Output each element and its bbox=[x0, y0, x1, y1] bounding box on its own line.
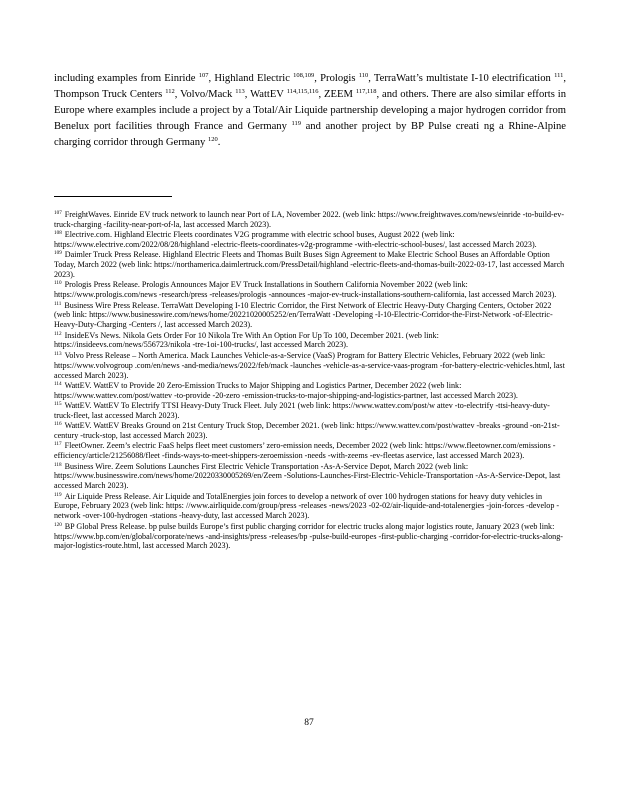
body-text-run: and another project by BP Pulse creati ng a Rhine-Alpine charging corridor through Germany bbox=[54, 121, 566, 149]
footnote-number: 110 bbox=[54, 280, 62, 287]
body-text-run: , Highland Electric bbox=[208, 72, 294, 84]
footnote-number: 107 bbox=[54, 210, 62, 216]
body-text-run: including examples from Einride bbox=[54, 72, 199, 84]
body-text-run: , WattEV bbox=[244, 88, 287, 100]
body-text-run: , Thompson Truck Centers bbox=[54, 72, 566, 100]
footnote-item bbox=[54, 280, 566, 300]
footnote-number: 109 bbox=[54, 250, 62, 257]
body-paragraph bbox=[54, 71, 566, 152]
footnote-ref: 117,118 bbox=[355, 87, 377, 95]
footnote-ref: 108,109 bbox=[293, 71, 315, 79]
footnote-text: WattEV. WattEV Breaks Ground on 21st Century Truck Stop, December 2021. (web link: https://www.wattev.com/post/wattev -breaks -ground -on-21st-century -truck-stop, last accessed March 2023). bbox=[54, 421, 560, 441]
footnote-ref: 107 bbox=[198, 71, 209, 79]
footnote-text: Business Wire. Zeem Solutions Launches First Electric Vehicle Transportation -As-A-Service Depot, March 2022 (web link: https://www.businesswire.com/news/home/20220330005269/en/Zeem -Solutions-Launches-First-Electric-Vehicle-Transportation -As-A-Service-Depot, last accessed March 2023). bbox=[54, 461, 561, 491]
footnote-item bbox=[54, 381, 566, 401]
footnote-text: Daimler Truck Press Release. Highland Electric Fleets and Thomas Built Buses Sign Agreement to Make Electric School Buses an Affordable Option Today, March 2022 (web link: https://northamerica.daimlertruck.com/PressDetail/highland -electric-fleets-and-thomas-built-2022-03-17, last accessed March 2023). bbox=[54, 250, 565, 280]
footnote-ref: 113 bbox=[235, 87, 245, 95]
body-text-run: , Volvo/Mack bbox=[174, 88, 236, 100]
footnote-item bbox=[54, 250, 566, 280]
footnote-text: Electrive.com. Highland Electric Fleets coordinates V2G programme with electric school buses, August 2022 (web link: https://www.electrive.com/2022/08/28/highland -electric-fleets-coordinates-v2g-programme -with-electric-school-buses/, last accessed March 2023). bbox=[54, 230, 537, 250]
footnote-number: 118 bbox=[54, 461, 62, 468]
footnote-number: 108 bbox=[54, 230, 62, 237]
footnote-text: Air Liquide Press Release. Air Liquide and TotalEnergies join forces to develop a network of over 100 hydrogen stations for heavy duty vehicles in Europe, February 2023 (web link: https: //www.airliquide.com/group/press -releases -news/2023 -02-02/air-liquide-and-totalenergies -join-forces -develop -network -over-100-hydrogen -stations -heavy-duty, last accessed March 2023). bbox=[54, 491, 560, 521]
footnote-number: 114 bbox=[54, 380, 62, 387]
footnote-text: WattEV. WattEV To Electrify TTSI Heavy-Duty Truck Fleet. July 2021 (web link: https://www.wattev.com/post/w attev -to-electrify -ttsi-heavy-duty-truck-fleet, last accessed March 2023). bbox=[54, 401, 550, 420]
footnote-text: WattEV. WattEV to Provide 20 Zero-Emission Trucks to Major Shipping and Logistics Partner, December 2022 (web link: https://www.wattev.com/post/wattev -to-provide -20-zero -emission-trucks-to-major-shipping-and-logistics-partner, last accessed March 2023). bbox=[54, 380, 518, 400]
footnote-item bbox=[54, 421, 566, 441]
footnote-text: FreightWaves. Einride EV truck network to launch near Port of LA, November 2022. (web link: https://www.freightwaves.com/news/einride -to-build-ev-truck-charging -facility-near-port-of-la, last accessed March 2023). bbox=[54, 210, 565, 229]
footnote-number: 113 bbox=[54, 350, 62, 357]
footnote-number: 120 bbox=[54, 521, 62, 528]
footnote-ref: 111 bbox=[554, 71, 564, 79]
footnote-ref: 112 bbox=[165, 87, 175, 95]
footnote-ref: 119 bbox=[291, 120, 301, 128]
footnote-item bbox=[54, 301, 566, 331]
footnote-item bbox=[54, 522, 566, 552]
page-number: 87 bbox=[304, 718, 314, 728]
footnote-text: BP Global Press Release. bp pulse builds Europe’s first public charging corridor for electric trucks along major logistics route, January 2023 (web link: https://www.bp.com/en/global/corporate/news -and-insights/press -releases/bp -pulse-build-europes -first-public-charging -corridor-for-electric-trucks-along-major-logistics-route.html, last accessed March 2023). bbox=[54, 521, 563, 551]
footnote-number: 112 bbox=[54, 330, 62, 337]
body-text-run: , and others. There are also similar efforts in Europe where examples include a project by a Total/Air Liquide partnership developing a major hydrogen corridor from Benelux port facilities through France and Germany bbox=[54, 88, 566, 133]
footnote-text: Prologis Press Release. Prologis Announces Major EV Truck Installations in Southern California November 2022 (web link: https://www.prologis.com/news -research/press -releases/prologis -announces -major-ev-truck-installations-southern-california, last accessed March 2023). bbox=[54, 280, 557, 300]
footnote-item bbox=[54, 351, 566, 381]
footnotes-list bbox=[54, 210, 566, 552]
footnote-number: 117 bbox=[54, 441, 62, 448]
footnote-number: 119 bbox=[54, 491, 62, 498]
footnote-ref: 114,115,116 bbox=[286, 87, 319, 95]
footnote-text: InsideEVs News. Nikola Gets Order For 10 Nikola Tre With An Option For Up To 100, December 2021. (web link: https://insideevs.com/news/556723/nikola -tre-1oi-100-trucks/, last accessed March 2023). bbox=[54, 330, 439, 350]
footnote-text: Business Wire Press Release. TerraWatt Developing I-10 Electric Corridor, the First Network of Electric Heavy-Duty Charging Centers, October 2022 (web link: https://www.businesswire.com/news/home/20221020005252/en/TerraWatt -Developing -I-10-Electric-Corridor-the-First-Network -of-Electric-Heavy-Duty-Charging -Centers /, last accessed March 2023). bbox=[54, 300, 553, 330]
footnote-item bbox=[54, 441, 566, 461]
footnote-number: 111 bbox=[54, 300, 62, 307]
footnote-item bbox=[54, 210, 566, 230]
footnote-text: FleetOwner. Zeem’s electric FaaS helps fleet meet customers’ zero-emission needs, December 2022 (web link: https://www.fleetowner.com/emissions -efficiency/article/21256088/fleet -finds-ways-to-meet-shippers-zeroemission -needs -with-zeems -ev-fleetas aservice, last accessed March 2023). bbox=[54, 441, 556, 461]
footnote-text: Volvo Press Release – North America. Mack Launches Vehicle-as-a-Service (VaaS) Program for Battery Electric Vehicles, February 2022 (web link: https://www.volvogroup .com/en/news -and-media/news/2022/feb/mack -launches -vehicle-as-a-service-vaas-program -for-battery-electric-vehicles.html, last accessed March 2023). bbox=[54, 350, 565, 380]
footnote-ref: 120 bbox=[207, 136, 218, 144]
body-text-run: . bbox=[217, 137, 221, 149]
footnote-item bbox=[54, 401, 566, 421]
body-text-run: , TerraWatt’s multistate I-10 electrification bbox=[368, 72, 555, 84]
footnote-item bbox=[54, 230, 566, 250]
footnote-ref: 110 bbox=[358, 71, 369, 79]
footnote-number: 115 bbox=[54, 401, 62, 408]
footnote-item bbox=[54, 331, 566, 351]
footnote-item bbox=[54, 462, 566, 492]
footnote-separator bbox=[54, 196, 172, 197]
footnote-number: 116 bbox=[54, 421, 62, 428]
body-text-run: , Prologis bbox=[314, 72, 359, 84]
footnote-item bbox=[54, 492, 566, 522]
body-text-run: , ZEEM bbox=[318, 88, 356, 100]
